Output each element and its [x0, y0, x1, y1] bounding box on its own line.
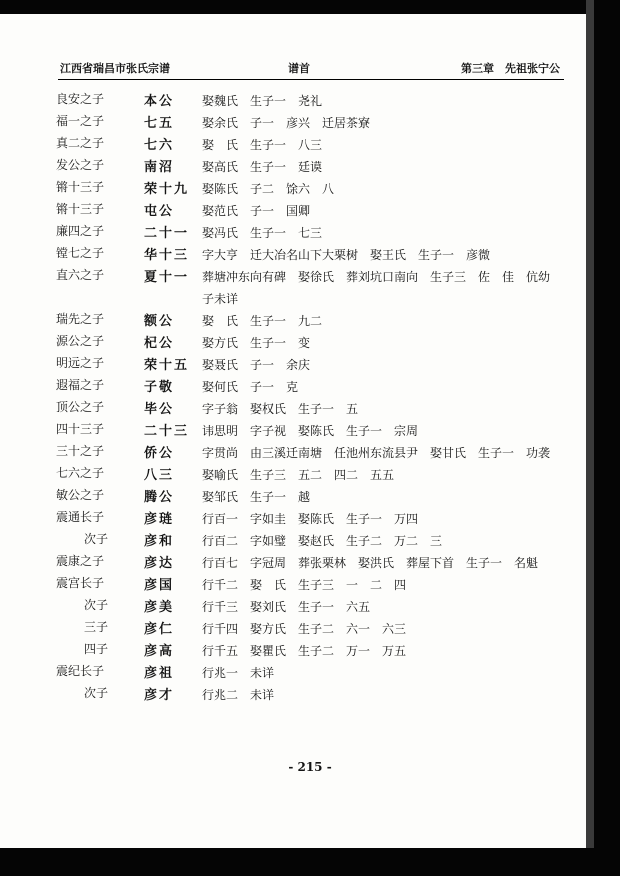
entry-name: 夏十一: [144, 270, 190, 285]
genealogy-entry: [56, 486, 556, 508]
genealogy-entry: [56, 398, 556, 420]
entry-description: 字子翁 娶权氏 生子一 五: [202, 402, 359, 416]
entry-description: 行千四 娶方氏 生子二 六一 六三: [202, 622, 407, 636]
genealogy-entry: [56, 574, 556, 596]
entry-relation: 震康之子: [56, 554, 105, 568]
entry-relation: 廉四之子: [56, 224, 105, 238]
entry-name: 毕公: [144, 402, 175, 417]
entry-description: 讳思明 字子视 娶陈氏 生子一 宗周: [202, 424, 419, 438]
entry-name: 二十一: [144, 226, 190, 241]
entry-relation: 次子: [84, 532, 109, 546]
entry-relation: 三十之子: [56, 444, 105, 458]
genealogy-entry: [56, 442, 556, 464]
genealogy-entry: [56, 112, 556, 134]
genealogy-entry: [56, 508, 556, 530]
entry-relation: 明远之子: [56, 356, 105, 370]
entry-description: 娶 氏 生子一 九二: [202, 314, 323, 328]
section-title: 谱首: [288, 62, 310, 75]
entry-description: 娶余氏 子一 彦兴 迁居茶寮: [202, 116, 371, 130]
entry-name: 子敬: [144, 380, 175, 395]
entry-description: 娶何氏 子一 克: [202, 380, 299, 394]
entry-description: 娶冯氏 生子一 七三: [202, 226, 323, 240]
scan-edge-shadow: [586, 0, 594, 876]
entry-name: 南沼: [144, 160, 175, 175]
genealogy-entry: [56, 662, 556, 684]
scan-edge-top: [0, 0, 620, 14]
genealogy-entry: [56, 464, 556, 486]
entry-description: 行百二 字如璧 娶赵氏 生子二 万二 三: [202, 534, 443, 548]
entry-description: 娶魏氏 生子一 尧礼: [202, 94, 323, 108]
entry-relation: 福一之子: [56, 114, 105, 128]
entry-description: 行千五 娶瞿氏 生子二 万一 万五: [202, 644, 407, 658]
entry-name: 彦仁: [144, 622, 175, 637]
entry-description: 娶范氏 子一 国卿: [202, 204, 311, 218]
entry-name: 额公: [144, 314, 175, 329]
header-rule: [58, 79, 564, 80]
entry-name: 七五: [144, 116, 175, 131]
entry-relation: 锵十三子: [56, 202, 105, 216]
entry-relation: 顶公之子: [56, 400, 105, 414]
entry-relation: 次子: [84, 598, 109, 612]
entry-name: 侨公: [144, 446, 175, 461]
genealogy-entry: [56, 222, 556, 244]
entry-name: 彦才: [144, 688, 175, 703]
entry-relation: 锵十三子: [56, 180, 105, 194]
genealogy-entry: [56, 178, 556, 200]
scan-edge-bottom: [0, 848, 620, 876]
entry-name: 七六: [144, 138, 175, 153]
genealogy-entry: [56, 640, 556, 662]
genealogy-entry: [56, 244, 556, 266]
genealogy-entry: [56, 354, 556, 376]
page-number: - 215 -: [288, 760, 332, 774]
book-title: 江西省瑞昌市张氏宗谱: [60, 62, 170, 75]
genealogy-entry: [56, 596, 556, 618]
entry-description: 行兆一 未详: [202, 666, 275, 680]
entry-description: 行兆二 未详: [202, 688, 275, 702]
entry-relation: 镗七之子: [56, 246, 105, 260]
entry-name: 屯公: [144, 204, 175, 219]
entry-relation: 真二之子: [56, 136, 105, 150]
entry-name: 彦和: [144, 534, 175, 549]
entry-name: 杞公: [144, 336, 175, 351]
entry-relation: 遐福之子: [56, 378, 105, 392]
entry-name: 彦达: [144, 556, 175, 571]
entry-name: 彦高: [144, 644, 175, 659]
entry-relation: 直六之子: [56, 268, 105, 282]
entry-name: 八三: [144, 468, 175, 483]
genealogy-entry: [56, 200, 556, 222]
entry-description: 娶喻氏 生子三 五二 四二 五五: [202, 468, 395, 482]
entry-description: 娶邹氏 生子一 越: [202, 490, 311, 504]
entry-relation: 发公之子: [56, 158, 105, 172]
genealogy-entry: [56, 332, 556, 354]
entry-relation: 良安之子: [56, 92, 105, 106]
genealogy-entry: [56, 376, 556, 398]
genealogy-entry: [56, 310, 556, 332]
entry-description: 葬塘冲东向有碑 娶徐氏 葬刘坑口南向 生子三 佐 佳 伉幼子未详: [202, 270, 551, 306]
entry-description: 行百一 字如圭 娶陈氏 生子一 万四: [202, 512, 419, 526]
entry-description: 行千三 娶刘氏 生子一 六五: [202, 600, 371, 614]
entry-description: 行百七 字冠周 葬张栗林 娶洪氏 葬屋下首 生子一 名魁: [202, 556, 539, 570]
genealogy-entry: [56, 618, 556, 640]
entry-relation: 七六之子: [56, 466, 105, 480]
entry-name: 华十三: [144, 248, 190, 263]
genealogy-entry: [56, 90, 556, 112]
entry-relation: 震宫长子: [56, 576, 105, 590]
entry-description: 娶 氏 生子一 八三: [202, 138, 323, 152]
entry-description: 字贯尚 由三溪迁南塘 任池州东流县尹 娶甘氏 生子一 功袭: [202, 446, 551, 460]
entry-name: 二十三: [144, 424, 190, 439]
genealogy-entry: [56, 684, 556, 706]
entry-name: 荣十九: [144, 182, 190, 197]
entry-relation: 瑞先之子: [56, 312, 105, 326]
entry-name: 彦美: [144, 600, 175, 615]
genealogy-entry: [56, 420, 556, 442]
entry-description: 娶方氏 生子一 变: [202, 336, 311, 350]
genealogy-entry: [56, 156, 556, 178]
entry-name: 荣十五: [144, 358, 190, 373]
genealogy-entry: [56, 134, 556, 156]
scan-edge-right: [594, 0, 620, 876]
entry-description: 娶聂氏 子一 余庆: [202, 358, 311, 372]
genealogy-entry: [56, 530, 556, 552]
entry-relation: 敏公之子: [56, 488, 105, 502]
entry-description: 行千二 娶 氏 生子三 一 二 四: [202, 578, 407, 592]
entry-description: 娶陈氏 子二 馀六 八: [202, 182, 335, 196]
entry-name: 腾公: [144, 490, 175, 505]
genealogy-entry: [56, 266, 556, 310]
entry-relation: 震纪长子: [56, 664, 105, 678]
chapter-title: 第三章 先祖张宁公: [461, 62, 560, 75]
entry-relation: 四十三子: [56, 422, 105, 436]
entry-description: 娶高氏 生子一 廷谟: [202, 160, 323, 174]
entry-description: 字大亨 迁大冶名山下大栗树 娶王氏 生子一 彦微: [202, 248, 491, 262]
entry-relation: 次子: [84, 686, 109, 700]
entry-relation: 三子: [84, 620, 109, 634]
running-header: [60, 60, 560, 78]
entry-relation: 四子: [84, 642, 109, 656]
entry-name: 彦国: [144, 578, 175, 593]
entry-relation: 震通长子: [56, 510, 105, 524]
entry-name: 彦祖: [144, 666, 175, 681]
entry-relation: 源公之子: [56, 334, 105, 348]
genealogy-entry: [56, 552, 556, 574]
genealogy-entries: [56, 90, 556, 706]
entry-name: 彦琏: [144, 512, 175, 527]
entry-name: 本公: [144, 94, 175, 109]
